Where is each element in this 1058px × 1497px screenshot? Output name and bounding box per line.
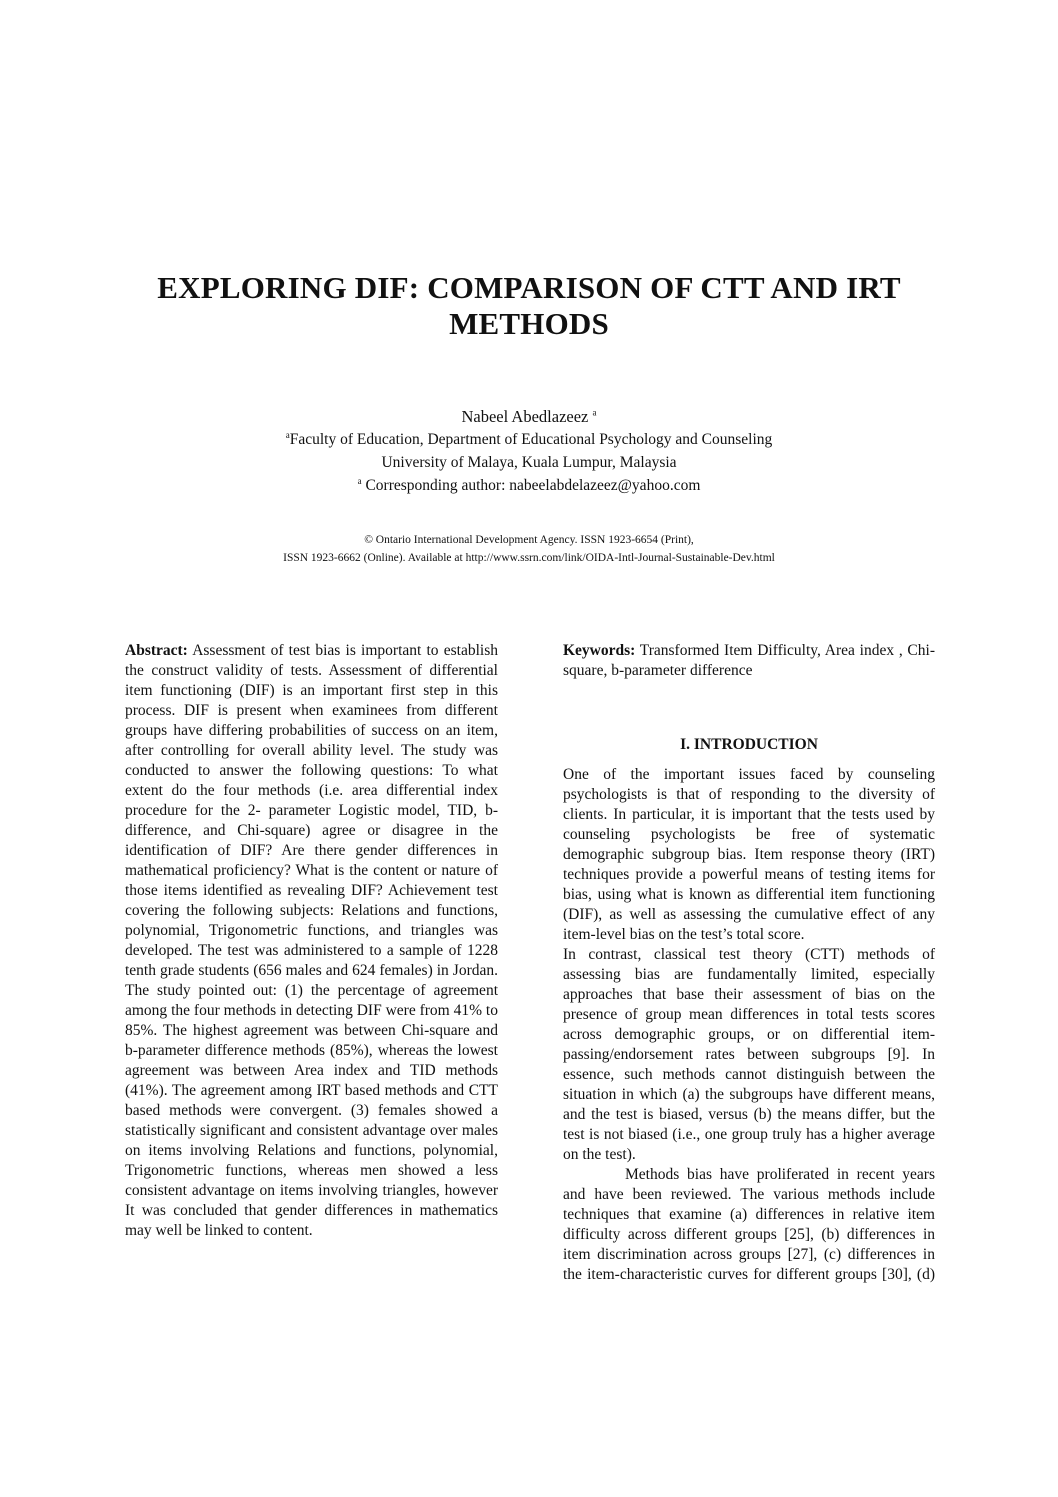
keywords-text: Transformed Item Difficulty, Area index , Chi-square, b-parameter difference bbox=[563, 642, 935, 679]
affiliation-marker: a bbox=[285, 429, 290, 440]
corresponding-author bbox=[0, 474, 1058, 497]
abstract-text: Assessment of test bias is important to establish the construct validity of tests. Assessment of differential item functioning (DIF) is an important first step in this process. DIF is present when examinees from different groups have differing probabilities of success on an item, after controlling for overall ability level. The study was conducted to answer the following questions: To what extent do the four methods (i.e. area differential index procedure for the 2- parameter Logistic model, TID, b-difference, and Chi-square) agree or disagree in the identification of DIF? Are there gender differences in mathematical proficiency? What is the content or nature of those items identified as revealing DIF? Achievement test covering the following subjects: Relations and functions, polynomial, Trigonometric functions, and triangles was developed. The test was administered to a sample of 1228 tenth grade students (656 males and 624 females) in Jordan. The study pointed out: (1) the percentage of agreement among the four methods in detecting DIF were from 41% to 85%. The highest agreement was between Chi-square and b-parameter difference methods (85%), whereas the lowest agreement was between Area index and TID methods (41%). The agreement among IRT based methods and CTT based methods were convergent. (3) females showed a statistically significant and consistent advantage over males on items involving Relations and functions, polynomial, Trigonometric functions, whereas men showed a less consistent advantage on items involving triangles, however It was concluded that gender differences in mathematics may well be linked to content. bbox=[125, 642, 498, 1239]
affiliation-line-1 bbox=[0, 428, 1058, 451]
title-line-1: EXPLORING DIF: COMPARISON OF CTT AND IRT bbox=[157, 270, 901, 305]
author-name bbox=[0, 405, 1058, 428]
paper-title bbox=[0, 270, 1058, 342]
right-column bbox=[563, 641, 935, 1285]
keywords-label: Keywords: bbox=[563, 642, 636, 659]
abstract-label: Abstract: bbox=[125, 642, 188, 659]
copyright-notice bbox=[0, 531, 1058, 567]
keywords bbox=[563, 641, 935, 681]
copyright-line-1: © Ontario International Development Agency. ISSN 1923-6654 (Print), bbox=[364, 534, 694, 546]
intro-paragraph-2: In contrast, classical test theory (CTT) methods of assessing bias are fundamentally limited, especially approaches that base their assessment of bias on the presence of group mean differences in total tests scores across demographic groups, or on differential item-passing/endorsement rates between subgroups [9]. In essence, such methods cannot distinguish between the situation in which (a) the subgroups have different means, and the test is biased, versus (b) the means differ, but the test is not biased (i.e., one group truly has a higher average on the test). bbox=[563, 946, 935, 1163]
title-line-2: METHODS bbox=[449, 306, 609, 341]
section-heading-introduction: I. INTRODUCTION bbox=[680, 736, 818, 753]
intro-paragraph-3: Methods bias have proliferated in recent years and have been reviewed. The various methods include techniques that examine (a) differences in relative item difficulty across different groups [25], (b) differences in item discrimination across groups [27], (c) differences in the item-characteristic curves for different groups [30], (d) bbox=[563, 1166, 935, 1283]
affiliation-line-1-text: Faculty of Education, Department of Educational Psychology and Counseling bbox=[289, 431, 773, 448]
intro-paragraph-1: One of the important issues faced by counseling psychologists is that of responding to the diversity of clients. In particular, it is important that the tests used by counseling psychologists be free of systematic demographic subgroup bias. Item response theory (IRT) techniques provide a powerful means of testing items for bias, using what is known as differential item functioning (DIF), as well as assessing the cumulative effect of any item-level bias on the test’s total score. bbox=[563, 766, 935, 943]
affiliation-line-2: University of Malaya, Kuala Lumpur, Malaysia bbox=[381, 454, 677, 471]
author-name-text: Nabeel Abedlazeez bbox=[461, 407, 589, 426]
left-column bbox=[125, 641, 498, 1241]
copyright-line-2: ISSN 1923-6662 (Online). Available at http://www.ssrn.com/link/OIDA-Intl-Journal-Sustainable-Dev.html bbox=[283, 552, 775, 564]
affiliation-marker: a bbox=[592, 407, 597, 418]
author-block bbox=[0, 405, 1058, 497]
abstract bbox=[125, 641, 498, 1241]
affiliation-marker: a bbox=[357, 475, 362, 486]
corresponding-author-text: Corresponding author: nabeelabdelazeez@yahoo.com bbox=[365, 477, 701, 494]
